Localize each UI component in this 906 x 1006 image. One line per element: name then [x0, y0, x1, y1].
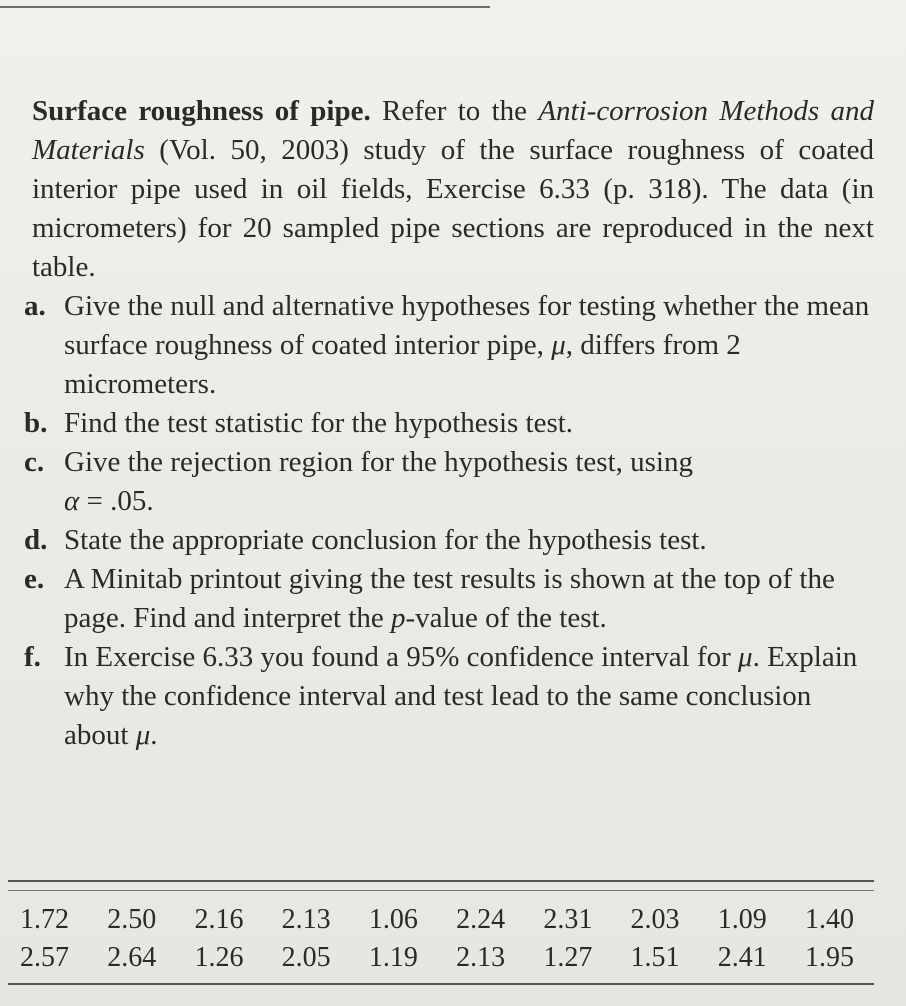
part-text-1: A Minitab printout giving the test results is shown at the top of the page. Find and interpret the	[64, 563, 835, 634]
mu-symbol: μ	[738, 641, 753, 673]
table-cell: 1.27	[543, 942, 593, 973]
table-cell: 2.03	[630, 904, 680, 935]
table-cell: 2.13	[281, 904, 331, 935]
part-text-2: , differs from 2 micrometers.	[64, 329, 741, 400]
data-table	[8, 880, 874, 985]
table-cell: 1.40	[804, 904, 854, 935]
table-cell: 2.31	[543, 904, 593, 935]
part-letter: a.	[24, 290, 46, 322]
part-text-2: -value of the test.	[405, 602, 607, 634]
part-text-2: . Explain why the confidence interval and test lead to the same conclusion about	[64, 641, 858, 751]
part-f	[24, 638, 874, 755]
part-e	[24, 560, 874, 638]
table-cell: 1.95	[804, 942, 854, 973]
table-cell: 1.51	[630, 942, 680, 973]
part-text-1: Give the rejection region for the hypothesis test, using	[64, 446, 693, 478]
mu-symbol: μ	[135, 719, 151, 751]
part-text	[64, 638, 874, 755]
table-cell: 2.57	[20, 942, 69, 973]
part-text: State the appropriate conclusion for the hypothesis test.	[64, 524, 707, 556]
table-cell: 1.09	[717, 904, 767, 935]
part-text	[64, 443, 874, 521]
intro-text-1: Refer to the	[370, 95, 539, 127]
part-a	[24, 287, 874, 404]
table-cell: 1.26	[194, 942, 244, 973]
exercise-heading: Surface roughness of pipe.	[32, 95, 371, 127]
part-letter: b.	[24, 407, 48, 439]
part-d	[24, 521, 874, 560]
p-symbol: p	[390, 602, 406, 634]
table-cell: 2.13	[456, 942, 506, 973]
table-top-rule	[8, 880, 874, 882]
part-b	[24, 404, 874, 443]
part-letter: c.	[24, 446, 45, 478]
table-cell: 2.16	[194, 904, 244, 935]
part-letter: f.	[24, 641, 41, 673]
table-cell: 1.06	[368, 904, 418, 935]
table-bottom-rule	[8, 983, 874, 985]
part-letter: d.	[24, 524, 48, 556]
mu-symbol: μ	[551, 329, 566, 361]
part-text-3: .	[150, 719, 158, 751]
table-row	[8, 939, 874, 977]
table-row	[8, 901, 874, 939]
alpha-symbol: α	[64, 485, 80, 517]
table-cell: 2.50	[107, 904, 157, 935]
table-cell: 2.05	[281, 942, 331, 973]
part-text-1: In Exercise 6.33 you found a 95% confidence interval for	[64, 641, 739, 673]
part-text-1: Give the null and alternative hypotheses for testing whether the mean surface roughness of coated interior pipe,	[64, 290, 870, 361]
table-cell: 1.19	[368, 942, 418, 973]
part-text-2: = .05.	[79, 485, 154, 517]
part-text: Find the test statistic for the hypothesis test.	[64, 407, 574, 439]
table-cell: 2.64	[107, 942, 157, 973]
part-text	[64, 560, 874, 638]
table-cell: 1.72	[20, 904, 69, 935]
exercise-block	[24, 92, 874, 755]
part-c	[24, 443, 874, 521]
exercise-intro	[24, 92, 874, 287]
intro-text-2: (Vol. 50, 2003) study of the surface roughness of coated interior pipe used in oil fields, Exercise 6.33 (p. 318). The data (in micrometers) for 20 sampled pipe sections are reproduced in the next table.	[32, 134, 874, 283]
table-cell: 2.24	[456, 904, 506, 935]
exercise-parts	[24, 287, 874, 755]
source-title: Anti-corrosion Methods and Materials	[32, 95, 874, 166]
table-inner-rule	[8, 890, 874, 891]
top-rule	[0, 6, 490, 8]
table-cell: 2.41	[717, 942, 767, 973]
part-letter: e.	[24, 563, 45, 595]
part-text	[64, 287, 874, 404]
